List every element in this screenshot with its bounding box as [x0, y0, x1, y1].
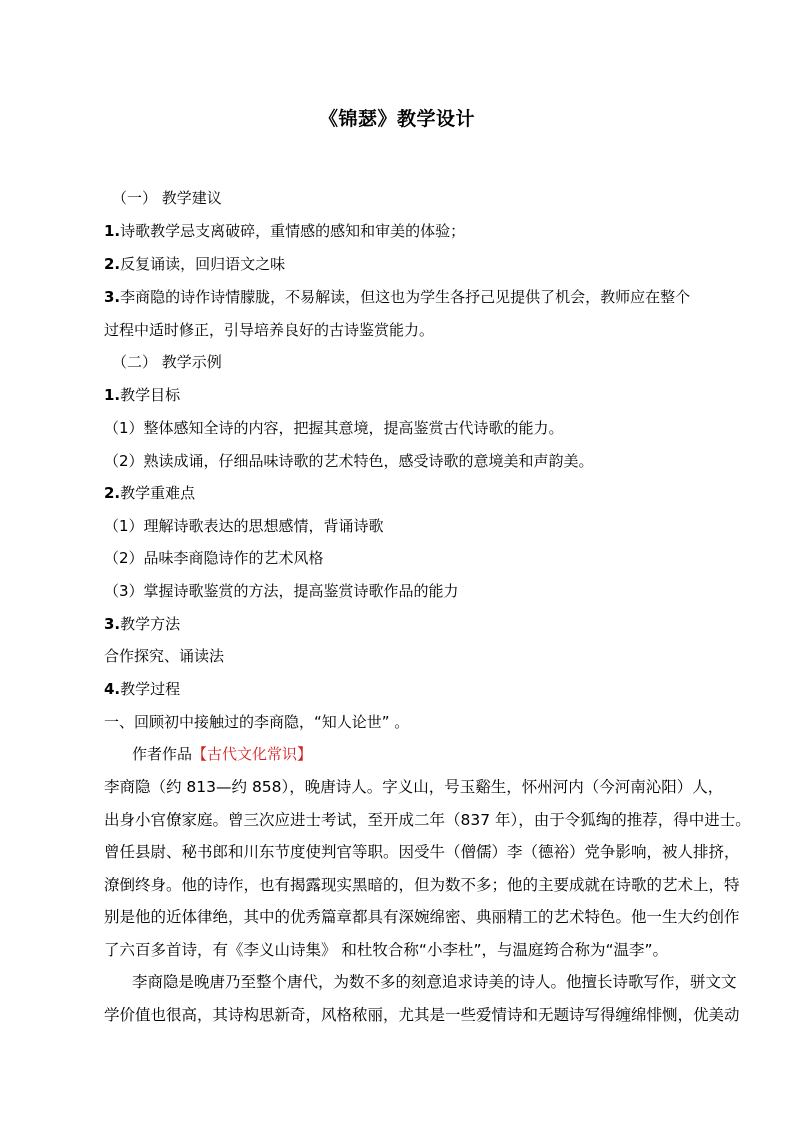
item-text: 教学方法	[120, 615, 181, 633]
goal-heading	[104, 385, 180, 405]
item-number: 2.	[104, 255, 121, 273]
suggestion-item-3-line-2: 过程中适时修正，引导培养良好的古诗鉴赏能力。	[104, 321, 435, 339]
item-number: 2.	[104, 484, 121, 502]
bio-paragraph-1-line-4: 潦倒终身。他的诗作，也有揭露现实黑暗的，但为数不多；他的主要成就在诗歌的艺术上，特	[104, 876, 740, 894]
item-number: 3.	[104, 615, 121, 633]
suggestion-item-2	[104, 254, 285, 274]
suggestion-item-1	[104, 221, 465, 241]
item-text: 教学目标	[120, 386, 181, 404]
key-item-2: （2）品味李商隐诗作的艺术风格	[104, 549, 324, 567]
item-text: 教学重难点	[120, 484, 196, 502]
author-works-line	[132, 744, 312, 764]
bio-paragraph-1-line-5: 别是他的近体律绝，其中的优秀篇章都具有深婉绵密、典丽精工的艺术特色。他一生大约创作	[104, 908, 740, 926]
method-text: 合作探究、诵读法	[104, 647, 225, 665]
item-text: 李商隐的诗作诗情朦胧，不易解读，但这也为学生各抒己见提供了机会，教师应在整个	[120, 288, 691, 306]
method-heading	[104, 614, 180, 634]
bio-paragraph-1-line-6: 了六百多首诗，有《李义山诗集》 和杜牧合称“小李杜”，与温庭筠合称为“温李”。	[104, 941, 669, 959]
bio-paragraph-1-line-3: 曾任县尉、秘书郎和川东节度使判官等职。因受牛（僧儒）李（德裕）党争影响，被人排挤，	[104, 843, 740, 861]
item-number: 1.	[104, 386, 121, 404]
goal-item-2: （2）熟读成诵，仔细品味诗歌的艺术特色，感受诗歌的意境美和声韵美。	[104, 452, 594, 470]
goal-item-1: （1）整体感知全诗的内容，把握其意境，提高鉴赏古代诗歌的能力。	[104, 419, 564, 437]
item-number: 4.	[104, 680, 121, 698]
culture-knowledge-tag: 【古代文化常识】	[192, 745, 313, 763]
bio-paragraph-2-line-2: 学价值也很高，其诗构思新奇，风格秾丽，尤其是一些爱情诗和无题诗写得缠绵悱恻，优美动	[104, 1006, 740, 1024]
section-heading-suggestions: （一） 教学建议	[112, 189, 222, 207]
process-heading	[104, 679, 180, 699]
section-heading-example: （二） 教学示例	[112, 353, 222, 371]
item-number: 3.	[104, 288, 121, 306]
page-title: 《锦瑟》教学设计	[318, 108, 475, 130]
bio-paragraph-1-line-1: 李商隐（约 813—约 858），晚唐诗人。字义山，号玉谿生，怀州河内（今河南沁阳）人，	[104, 778, 724, 796]
suggestion-item-3-line-1	[104, 287, 690, 307]
process-step-1: 一、回顾初中接触过的李商隐，“知人论世” 。	[104, 713, 410, 731]
bio-paragraph-1-line-2: 出身小官僚家庭。曾三次应进士考试，至开成二年（837 年），由于令狐绹的推荐，得中进士。	[104, 811, 751, 829]
item-text: 诗歌教学忌支离破碎，重情感的感知和审美的体验；	[120, 222, 466, 240]
item-number: 1.	[104, 222, 121, 240]
key-item-1: （1）理解诗歌表达的思想感情，背诵诗歌	[104, 517, 384, 535]
item-text: 教学过程	[120, 680, 181, 698]
bio-paragraph-2-line-1: 李商隐是晚唐乃至整个唐代，为数不多的刻意追求诗美的诗人。他擅长诗歌写作，骈文文	[132, 973, 737, 991]
key-item-3: （3）掌握诗歌鉴赏的方法，提高鉴赏诗歌作品的能力	[104, 582, 459, 600]
item-text: 反复诵读，回归语文之味	[120, 255, 286, 273]
key-heading	[104, 483, 195, 503]
author-label: 作者作品	[132, 745, 193, 763]
